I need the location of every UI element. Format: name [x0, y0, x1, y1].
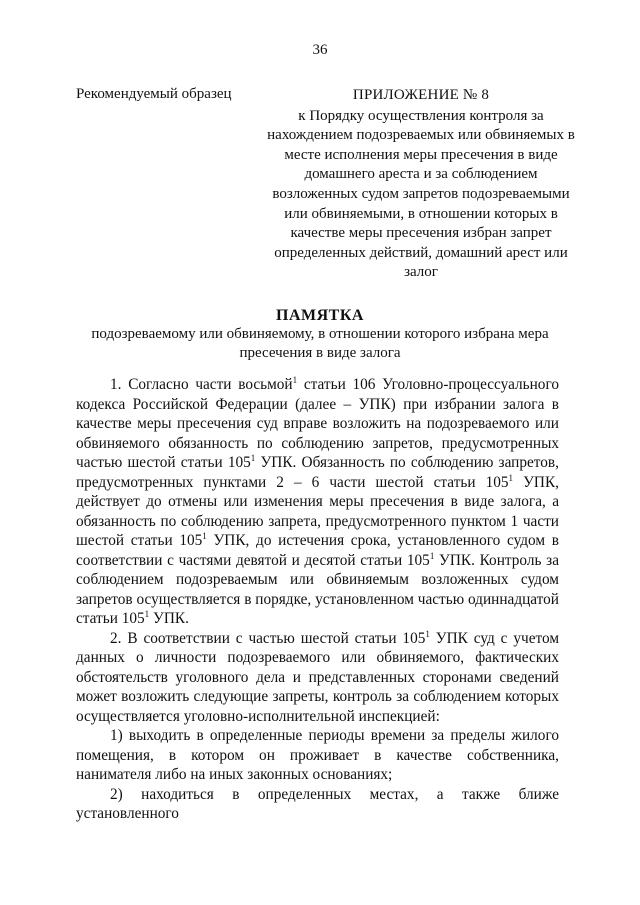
text-run: УПК, действует до отмены или изменения меры пресечения в виде залога, а обязанность по соблюдению запрета, предусмотренного пунктом 1 части шестой статьи 105	[76, 473, 559, 549]
text-run: 2. В соответствии с частью шестой статьи 105	[110, 629, 426, 647]
text-run: УПК суд с учетом данных о личности подозреваемого или обвиняемого, фактических обстоятельств уголовного дела и представленных сторонами сведений может возложить следующие запреты, контроль за соблюдением которых осуществляется уголовно-исполнительной инспекцией:	[76, 629, 559, 725]
superscript: 1	[292, 375, 298, 385]
appendix-block	[262, 86, 580, 283]
superscript: 1	[429, 550, 435, 561]
text-run: УПК, до истечения срока, установленного судом в соответствии с частями девятой и десятой статьи 105	[76, 532, 559, 569]
text-run: УПК. Контроль за соблюдением подозреваемым или обвиняемым возложенных судом запретов осуществляется в порядке, установленном частью одиннадцатой статьи 105	[76, 551, 560, 627]
page-number: 36	[312, 42, 328, 58]
body-paragraph	[76, 375, 559, 629]
sample-label: Рекомендуемый образец	[76, 86, 232, 102]
body-paragraph	[76, 726, 559, 785]
body-paragraph	[76, 785, 559, 824]
body-paragraph	[76, 629, 559, 727]
appendix-text: к Порядку осуществления контроля за нахождением подозреваемых или обвиняемых в месте исполнения меры пресечения в виде домашнего ареста и за соблюдением возложенных судом запретов подозреваемыми или обвиняемыми, в отношении которых в качестве меры пресечения избран запрет определенных действий, домашний арест или залог	[267, 107, 575, 281]
text-run: 1. Согласно части восьмой	[110, 376, 293, 393]
memo-title: ПАМЯТКА	[276, 307, 364, 324]
text-run: УПК. Обязанность по соблюдению запретов, предусмотренных пунктами 2 – 6 части шестой статьи 105	[76, 454, 559, 491]
memo-subtitle: подозреваемому или обвиняемому, в отношении которого избрана мера пресечения в виде залога	[91, 326, 549, 361]
text-run: 1) выходить в определенные периоды времени за пределы жилого помещения, в котором он проживает в качестве собственника, нанимателя либо на иных законных основаниях;	[76, 727, 559, 783]
text-run: 2) находиться в определенных местах, а также ближе установленного	[76, 785, 559, 822]
superscript: 1	[202, 531, 207, 541]
superscript: 1	[508, 472, 514, 483]
text-run: УПК.	[149, 610, 189, 627]
appendix-heading: ПРИЛОЖЕНИЕ № 8	[352, 87, 490, 103]
superscript: 1	[144, 609, 150, 619]
superscript: 1	[425, 628, 430, 639]
memo-body	[76, 375, 559, 824]
text-run: статьи 106 Уголовно-процессуального кодекса Российской Федерации (далее – УПК) при избрании залога в качестве меры пресечения суд вправе возложить на подозреваемого или обвиняемого обязанность по соблюдению запретов, предусмотренных частью шестой статьи 105	[76, 376, 559, 471]
superscript: 1	[250, 453, 256, 463]
